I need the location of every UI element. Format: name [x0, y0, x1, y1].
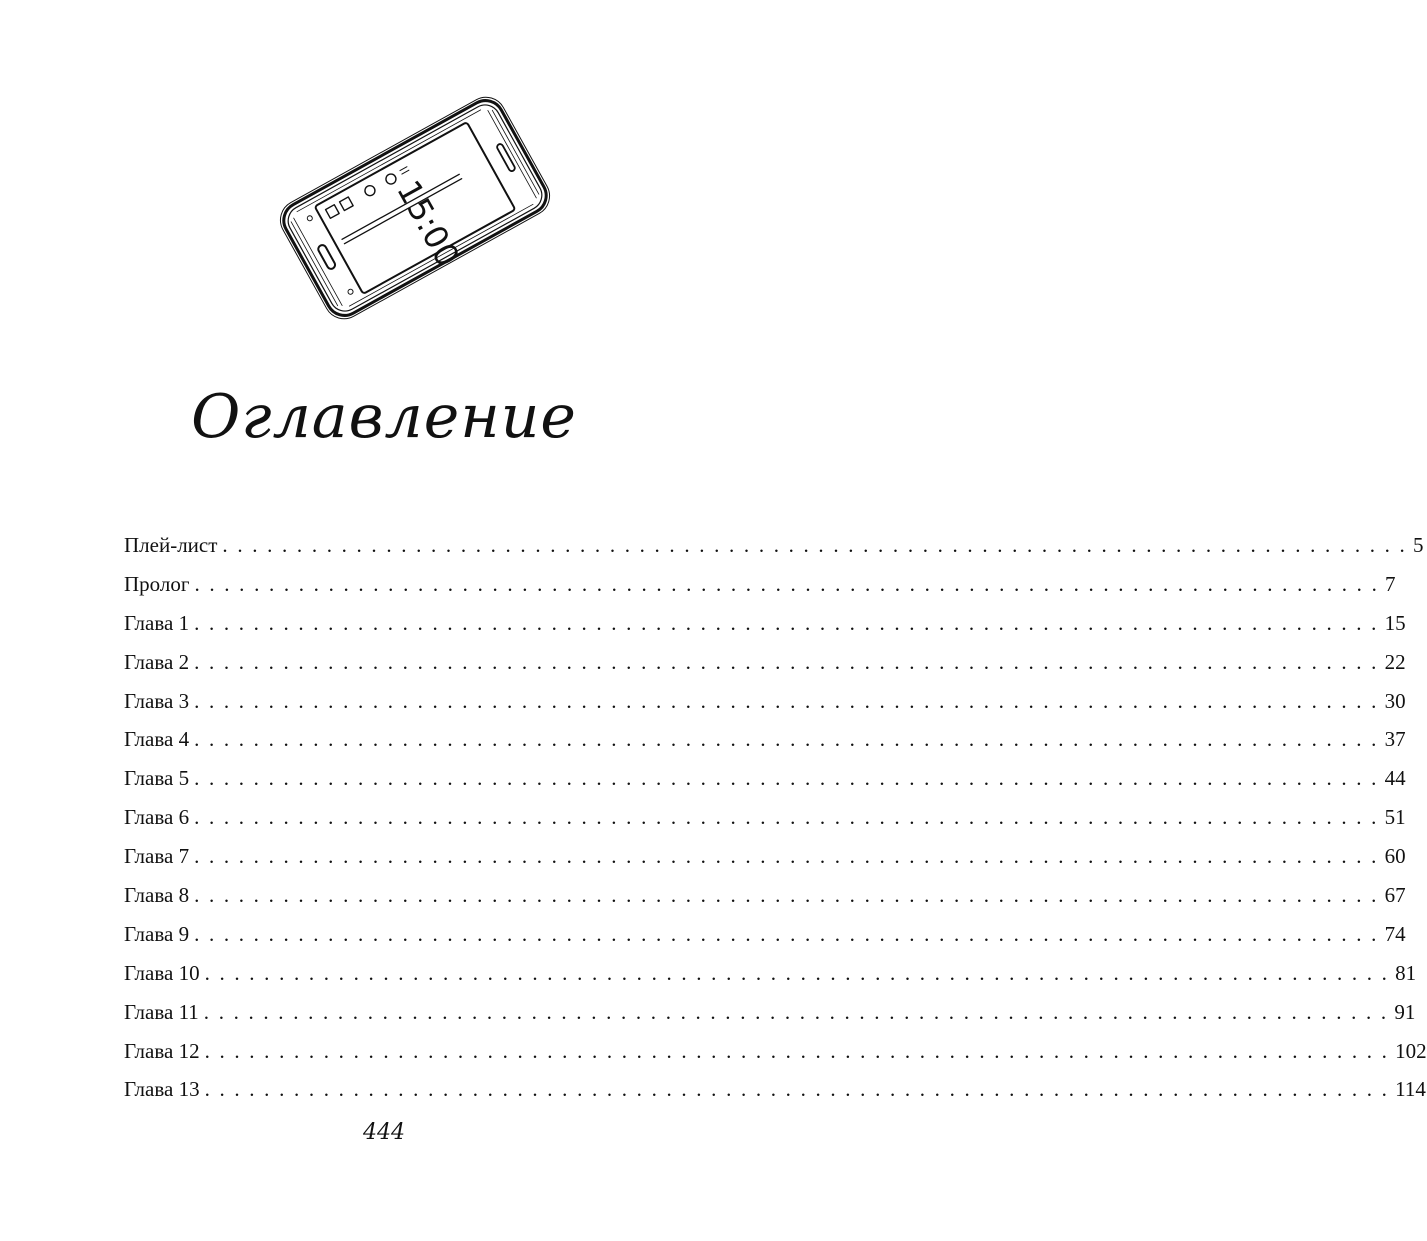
toc-entry-page: 67: [1384, 883, 1406, 908]
toc-leader-dots: . . . . . . . . . . . . . . . . . . . . . . . . . . . . . . . . . . . . . . . . . . . . . . . . . . . . . . . . . . . . . . . . . . . . . . . . . . . . . . . .: [194, 883, 1379, 908]
toc-leader-dots: . . . . . . . . . . . . . . . . . . . . . . . . . . . . . . . . . . . . . . . . . . . . . . . . . . . . . . . . . . . . . . . . . . . . . . . . . . . . . . . .: [194, 649, 1379, 674]
toc-entry-label: Глава 9: [124, 921, 190, 946]
page-title: Оглавление: [191, 382, 577, 452]
toc-entry-label: Глава 1: [124, 610, 190, 635]
toc-entry: [124, 954, 1417, 993]
toc-entry-label: Плей-лист: [124, 533, 218, 557]
toc-leader-dots: . . . . . . . . . . . . . . . . . . . . . . . . . . . . . . . . . . . . . . . . . . . . . . . . . . . . . . . . . . . . . . . . . . . . . . . . . . . . . . . .: [194, 921, 1379, 946]
toc-leader-dots: . . . . . . . . . . . . . . . . . . . . . . . . . . . . . . . . . . . . . . . . . . . . . . . . . . . . . . . . . . . . . . . . . . . . . . . . . . . . . . . .: [204, 1077, 1390, 1102]
toc-entry-label: Глава 3: [124, 688, 190, 713]
toc-leader-dots: . . . . . . . . . . . . . . . . . . . . . . . . . . . . . . . . . . . . . . . . . . . . . . . . . . . . . . . . . . . . . . . . . . . . . . . . . . . . . . . .: [194, 766, 1379, 791]
page-number: 444: [363, 1120, 405, 1145]
toc-entry-label: Глава 12: [124, 1038, 200, 1063]
toc-leader-dots: . . . . . . . . . . . . . . . . . . . . . . . . . . . . . . . . . . . . . . . . . . . . . . . . . . . . . . . . . . . . . . . . . . . . . . . . . . . . . . . .: [222, 533, 1407, 557]
toc-entry-page: 74: [1384, 921, 1406, 946]
toc-entry: [124, 604, 1406, 643]
toc-entry-label: Глава 6: [124, 805, 190, 830]
table-of-contents: [124, 526, 1427, 1109]
toc-entry: [124, 682, 1406, 721]
toc-entry: [124, 759, 1406, 798]
toc-entry-label: Глава 7: [124, 844, 190, 869]
toc-entry: [124, 993, 1416, 1032]
toc-entry: [124, 643, 1406, 682]
toc-entry-label: Глава 2: [124, 649, 190, 674]
toc-leader-dots: . . . . . . . . . . . . . . . . . . . . . . . . . . . . . . . . . . . . . . . . . . . . . . . . . . . . . . . . . . . . . . . . . . . . . . . . . . . . . . . .: [204, 1038, 1390, 1063]
toc-leader-dots: . . . . . . . . . . . . . . . . . . . . . . . . . . . . . . . . . . . . . . . . . . . . . . . . . . . . . . . . . . . . . . . . . . . . . . . . . . . . . . . .: [203, 999, 1389, 1024]
smartphone-illustration: [270, 88, 560, 328]
toc-leader-dots: . . . . . . . . . . . . . . . . . . . . . . . . . . . . . . . . . . . . . . . . . . . . . . . . . . . . . . . . . . . . . . . . . . . . . . . . . . . . . . . .: [194, 571, 1380, 596]
toc-entry-page: 60: [1384, 844, 1406, 869]
toc-entry: [124, 720, 1406, 759]
toc-entry-page: 91: [1394, 999, 1416, 1024]
toc-entry: [124, 876, 1406, 915]
toc-entry-page: 30: [1384, 688, 1406, 713]
toc-entry: [124, 1032, 1427, 1071]
toc-entry: [124, 915, 1406, 954]
toc-leader-dots: . . . . . . . . . . . . . . . . . . . . . . . . . . . . . . . . . . . . . . . . . . . . . . . . . . . . . . . . . . . . . . . . . . . . . . . . . . . . . . . .: [194, 688, 1379, 713]
toc-entry-page: 81: [1395, 960, 1417, 985]
toc-entry-page: 7: [1385, 571, 1396, 596]
toc-leader-dots: . . . . . . . . . . . . . . . . . . . . . . . . . . . . . . . . . . . . . . . . . . . . . . . . . . . . . . . . . . . . . . . . . . . . . . . . . . . . . . . .: [204, 960, 1390, 985]
toc-entry: [124, 526, 1424, 565]
toc-leader-dots: . . . . . . . . . . . . . . . . . . . . . . . . . . . . . . . . . . . . . . . . . . . . . . . . . . . . . . . . . . . . . . . . . . . . . . . . . . . . . . . .: [194, 805, 1379, 830]
toc-entry-page: 114: [1395, 1077, 1426, 1102]
toc-entry-label: Глава 5: [124, 766, 190, 791]
toc-entry-label: Глава 11: [124, 999, 199, 1024]
toc-entry-page: 37: [1384, 727, 1406, 752]
toc-entry-page: 51: [1384, 805, 1406, 830]
toc-leader-dots: . . . . . . . . . . . . . . . . . . . . . . . . . . . . . . . . . . . . . . . . . . . . . . . . . . . . . . . . . . . . . . . . . . . . . . . . . . . . . . . .: [194, 727, 1379, 752]
toc-entry-label: Глава 10: [124, 960, 200, 985]
toc-entry-page: 15: [1384, 610, 1406, 635]
toc-entry: [124, 837, 1406, 876]
toc-entry-label: Глава 13: [124, 1077, 200, 1102]
toc-entry: [124, 565, 1396, 604]
toc-entry: [124, 798, 1406, 837]
clock-text: 15:00: [389, 174, 468, 274]
toc-entry-page: 102: [1395, 1038, 1427, 1063]
toc-entry-label: Глава 4: [124, 727, 190, 752]
toc-leader-dots: . . . . . . . . . . . . . . . . . . . . . . . . . . . . . . . . . . . . . . . . . . . . . . . . . . . . . . . . . . . . . . . . . . . . . . . . . . . . . . . .: [194, 610, 1379, 635]
toc-entry: [124, 1070, 1426, 1109]
toc-entry-page: 5: [1412, 533, 1424, 557]
toc-entry-label: Пролог: [124, 571, 190, 596]
toc-leader-dots: . . . . . . . . . . . . . . . . . . . . . . . . . . . . . . . . . . . . . . . . . . . . . . . . . . . . . . . . . . . . . . . . . . . . . . . . . . . . . . . .: [194, 844, 1379, 869]
smartphone-icon: [270, 88, 560, 328]
toc-entry-page: 44: [1384, 766, 1406, 791]
toc-entry-page: 22: [1384, 649, 1406, 674]
toc-entry-label: Глава 8: [124, 883, 190, 908]
